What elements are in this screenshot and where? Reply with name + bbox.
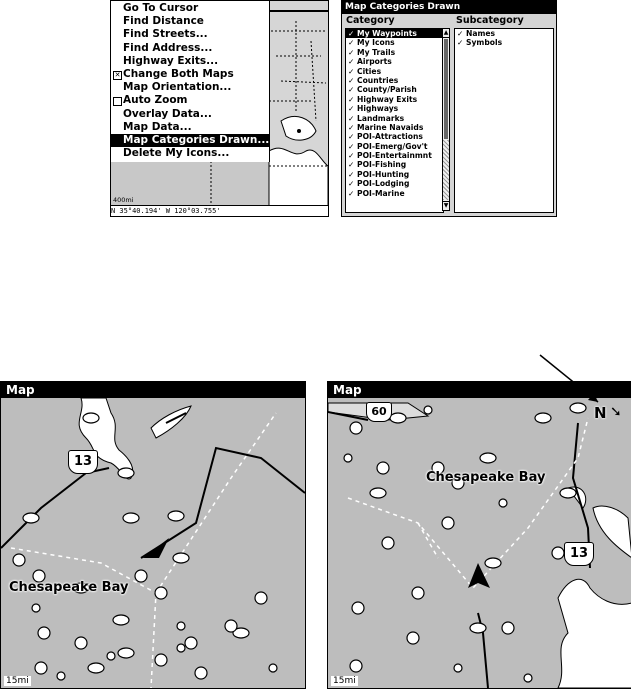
category-item[interactable]: ✓ Airports — [348, 57, 392, 67]
map-menu — [111, 1, 270, 162]
map-canvas[interactable] — [1, 398, 305, 688]
menu-item[interactable] — [111, 81, 269, 94]
subcategory-item[interactable]: ✓ Names — [457, 29, 496, 38]
menu-item[interactable] — [111, 42, 269, 55]
category-item[interactable]: ✓ County/Parish — [348, 85, 417, 95]
category-item[interactable]: ✓ Highway Exits — [348, 94, 418, 104]
checkbox-icon[interactable]: ✕ — [114, 70, 121, 79]
dialog-title: Map Categories Drawn — [342, 1, 556, 14]
map-screen-left — [0, 381, 306, 689]
menu-item[interactable] — [111, 15, 269, 28]
highway-13-shield: 13 — [564, 542, 594, 566]
category-item[interactable]: ✓ My Waypoints — [346, 29, 443, 38]
status-bar — [111, 205, 328, 216]
category-item[interactable]: ✓ Marine Navaids — [348, 122, 424, 132]
subcategory-item[interactable]: ✓ Symbols — [457, 38, 503, 48]
map-title: Map — [1, 382, 305, 398]
category-item[interactable]: ✓ POI-Entertainmnt — [348, 151, 432, 161]
menu-item[interactable] — [111, 28, 269, 41]
category-item[interactable]: ✓ Countries — [348, 75, 399, 85]
menu-item[interactable] — [111, 108, 269, 121]
north-arrow-icon: ➘ — [610, 404, 622, 420]
category-item[interactable]: ✓ POI-Marine — [348, 188, 405, 198]
menu-item[interactable] — [111, 134, 269, 147]
coordinate-readout: N 35°40.194' W 120°03.755' — [111, 207, 221, 215]
category-item[interactable]: ✓ POI-Fishing — [348, 160, 407, 170]
category-header: Category — [346, 15, 395, 26]
map-categories-screen — [341, 0, 557, 217]
menu-item-label: Find Streets... — [123, 28, 208, 41]
menu-item[interactable] — [111, 55, 269, 68]
callout-arrow — [520, 350, 620, 410]
category-scrollbar[interactable] — [442, 28, 450, 211]
scale-label: 400mi — [113, 196, 134, 204]
north-indicator: N — [594, 404, 607, 422]
scroll-track — [443, 140, 449, 200]
menu-list — [111, 2, 269, 160]
map-menu-screen — [110, 0, 329, 217]
menu-item-label: Go To Cursor — [123, 2, 199, 14]
scale-label: 15mi — [333, 676, 356, 686]
menu-item[interactable] — [111, 147, 269, 160]
menu-item[interactable] — [111, 2, 269, 15]
map-screen-right — [327, 381, 631, 689]
category-item[interactable]: ✓ Landmarks — [348, 113, 405, 123]
menu-item-label: Overlay Data... — [123, 107, 212, 120]
subcategory-list[interactable] — [454, 28, 554, 213]
menu-item-label: Highway Exits... — [123, 54, 219, 67]
scroll-thumb[interactable] — [444, 39, 448, 139]
menu-item-label: Map Data... — [123, 120, 192, 133]
checkbox-icon[interactable] — [113, 97, 122, 106]
menu-item[interactable] — [111, 68, 269, 81]
category-item[interactable]: ✓ Highways — [348, 104, 399, 114]
category-item[interactable]: ✓ POI-Attractions — [348, 132, 423, 142]
menu-item-label: Map Categories Drawn... — [123, 133, 270, 146]
category-item[interactable]: ✓ My Icons — [348, 38, 395, 48]
menu-item-label: Delete My Icons... — [123, 147, 230, 160]
subcategory-header: Subcategory — [456, 15, 524, 26]
menu-item[interactable] — [111, 94, 269, 107]
category-item[interactable]: ✓ Cities — [348, 66, 382, 76]
menu-item-label: Find Distance — [123, 15, 204, 28]
category-item[interactable]: ✓ POI-Emerg/Gov't — [348, 141, 428, 151]
highway-13-shield: 13 — [68, 450, 98, 474]
menu-item-label: Auto Zoom — [123, 94, 188, 107]
menu-item-label: Map Orientation... — [123, 81, 232, 94]
scroll-up-arrow[interactable]: ▲ — [443, 29, 449, 36]
category-item[interactable]: ✓ My Trails — [348, 47, 396, 57]
place-label: Chesapeake Bay — [426, 470, 546, 485]
map-title: Map — [328, 382, 631, 398]
scale-label: 15mi — [6, 676, 29, 686]
category-list[interactable] — [345, 28, 444, 213]
scroll-down-arrow[interactable]: ▼ — [443, 202, 449, 209]
highway-60-shield: 60 — [366, 402, 392, 422]
place-label: Chesapeake Bay — [9, 580, 129, 595]
menu-item-label: Find Address... — [123, 41, 213, 54]
menu-item-label: Change Both Maps — [123, 67, 234, 80]
category-item[interactable]: ✓ POI-Lodging — [348, 179, 410, 189]
category-item[interactable]: ✓ POI-Hunting — [348, 169, 410, 179]
menu-item[interactable] — [111, 121, 269, 134]
